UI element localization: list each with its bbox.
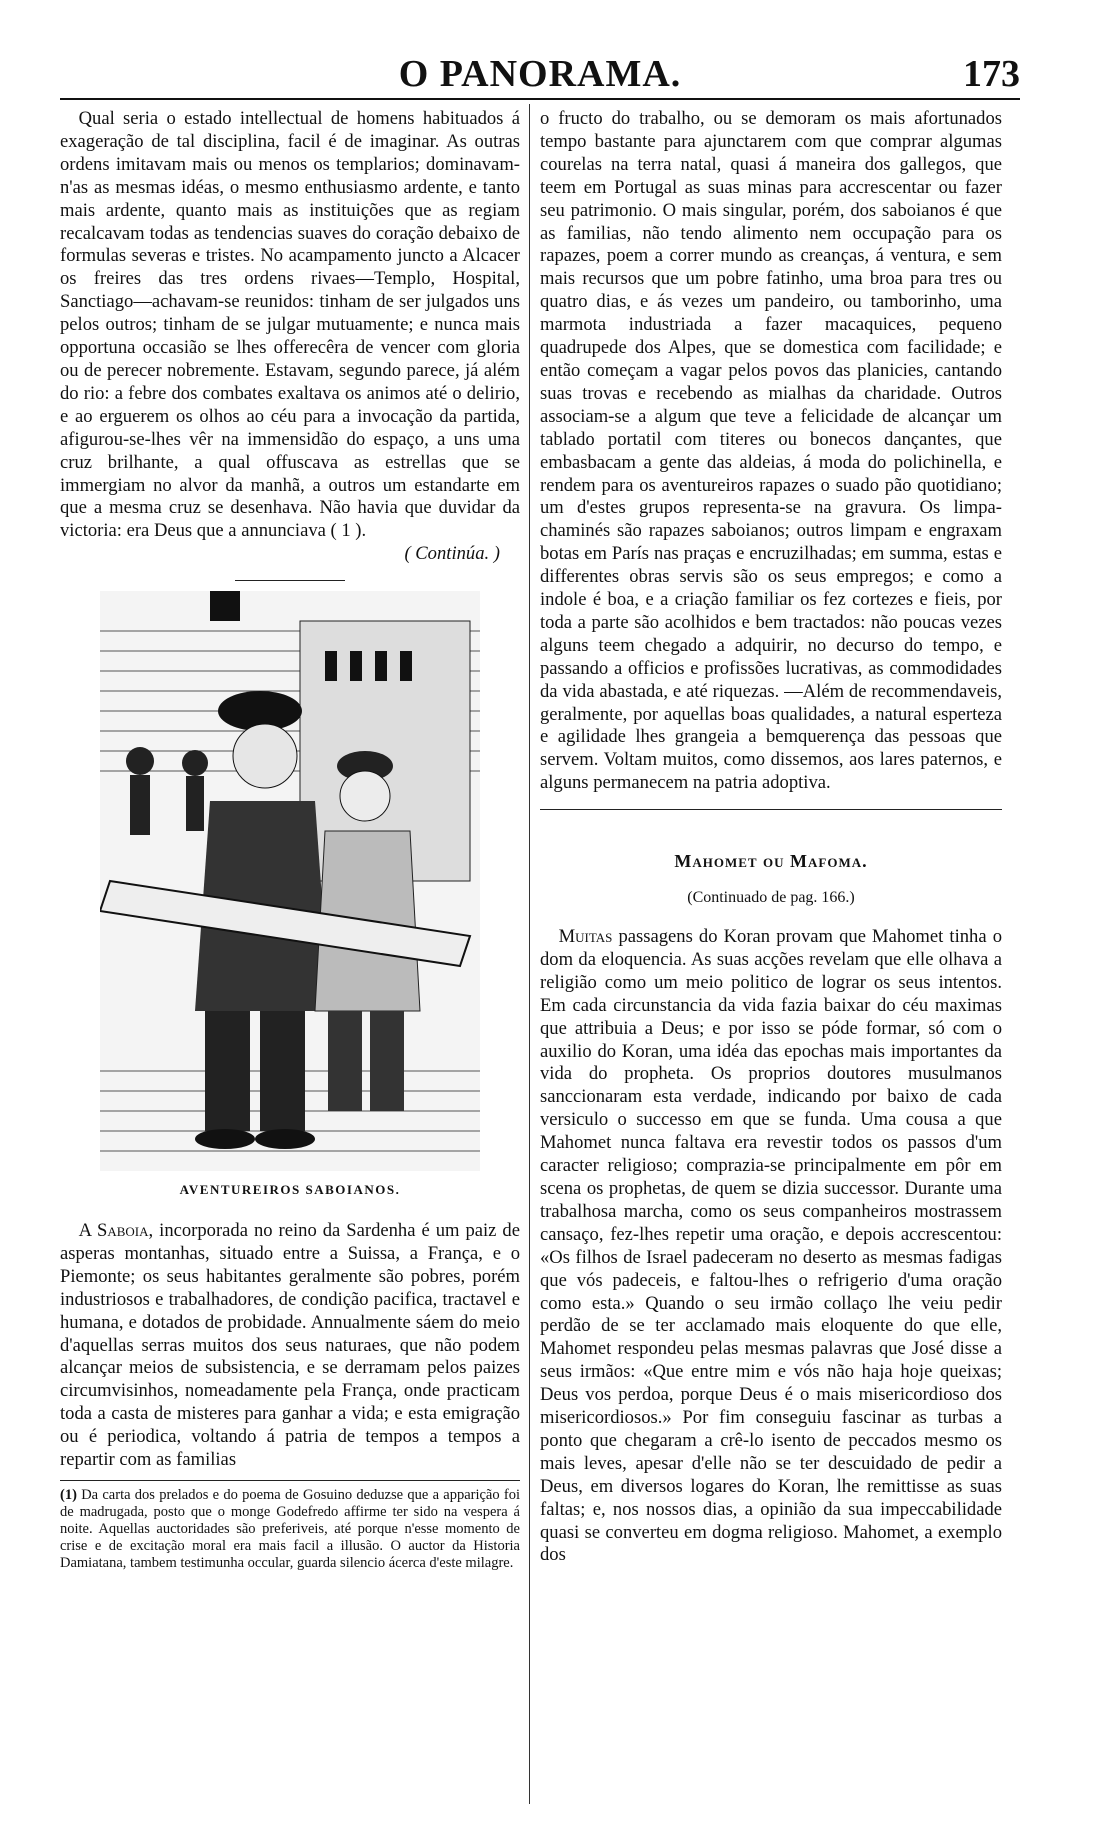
section-separator — [235, 580, 345, 581]
illustration-caption: AVENTUREIROS SABOIANOS. — [179, 1182, 401, 1198]
article-rule — [540, 809, 1002, 810]
page-number: 173 — [963, 53, 1020, 95]
article-title: Mahomet ou Mafoma. — [674, 851, 868, 872]
footnote-rule — [60, 1480, 520, 1481]
header-rule — [60, 98, 1020, 100]
saboia-paragraph — [60, 1220, 520, 1472]
footnote — [60, 1487, 520, 1572]
article-lead: Muitas — [558, 926, 613, 947]
left-column — [60, 108, 520, 1572]
article-subtitle: (Continuado de pag. 166.) — [687, 889, 855, 907]
right-column — [540, 108, 1002, 1567]
saboia-continuation: o fructo do trabalho, ou se demoram os mais afortunados tempo bastante para ajunctarem com que comprar algumas courelas na terra natal, quasi á maneira dos gallegos, que teem em Portugal as suas minas para accrescentar ou fazer seu patrimonio. O mais singular, porém, dos saboianos é que as familias, não tendo alimento nem occupação para os rapazes, poem a correr mundo as creanças, á ventura, e sem mais recursos que um pobre fatinho, uma broa para tres ou quatro dias, e ás vezes um pandeiro, ou tamborinho, uma marmota industriada a fazer macaquices, pequeno quadrupede dos Alpes, que se domestica com facilidade; e então começam a vagar pelos povos das planicies, cantando suas trovas e recebendo as mialhas da charidade. Outros associam-se a algum que teve a felicidade de alcançar um tablado portatil com titeres ou bonecos dançantes, que embasbacam a gente das aldeias, á moda do polichinella, e rendem para os aventureiros rapazes o suado pão quotidiano; um d'estes grupos representa-se na gravura. Os limpa-chaminés são rapazes saboianos; outros limpam e engraxam botas em París nas praças e encruzilhadas; em summa, estas e differentes obras servis são os seus empregos; e como a indole é boa, e a criação familiar os fez cortezes e fieis, por toda a parte são acolhidos e bem tractados: não poucas vezes alguns teem chegado a adquirir, no decurso do tempo, e passando a officios e profissões lucrativas, as commodidades da vida abastada, e até riquezas. —Além de recommendaveis, geralmente, por aquellas boas qualidades, a natural esperteza e agilidade lhes grangeia a bemquerença das pessoas que servem. Voltam muitos, como dissemos, aos lares paternos, e alguns permanecem na patria adoptiva. — [540, 108, 1002, 794]
article-text: passagens do Koran provam que Mahomet tinha o dom da eloquencia. As suas acções revelam que elle olhava a religião como um meio politico de lograr os seus intentos. Em cada circunstancia da vida fazia baixar do céu maximas que attribuia a Deus; e por isso se póde formar, só com o auxilio do Koran, uma idéa das epochas mais importantes da vida do propheta. Os proprios doutores musulmanos sanccionaram esta verdade, indicando por baixo de cada versiculo o successo em que se funda. Uma cousa a que Mahomet nunca faltava era revestir todos os passos d'um caracter religioso; comprazia-se principalmente em pôr em scena os prophetas, de quem se dizia successor. Durante uma trabalhosa marcha, como os seus companheiros mostrassem cansaço, fez-lhes repetir uma oração, e depois accrescentou: «Os filhos de Israel padeceram no deserto as mesmas fadigas que vós padeceis, e faltou-lhes o refrigerio d'uma oração como esta.» Quando o seu irmão collaço lhe veiu pedir perdão de se ter acclamado mais eloquente do que elle, Mahomet respondeu pelas mesmas palavras que José disse a seus irmãos: «Que entre mim e vós não haja hoje queixas; Deus vos perdoa, porque Deus é o mais misericordioso dos misericordiosos.» Por fim conseguiu fascinar as turbas a ponto que chegaram a crê-lo isento de peccados mesmo os mais leves, apesar d'elle não se ter descuidado de pedir a Deus, em diversos logares do Koran, lhe remittisse as suas faltas; e, nos nossos dias, a opinião da sua impeccabilidade quasi se converteu em dogma religioso. Mahomet, a exemplo dos — [540, 926, 1002, 1566]
saboia-engraving — [100, 591, 480, 1171]
footnote-mark: (1) — [60, 1487, 77, 1503]
saboia-lead: A Saboia, — [78, 1220, 154, 1242]
newspaper-title: O PANORAMA. — [398, 53, 682, 95]
templars-paragraph: Qual seria o estado intellectual de homens habituados á exageração de tal disciplina, facil é de imaginar. As outras ordens imitavam mais ou menos os templarios; dominavam-n'as as mesmas idéas, o mesmo enthusiasmo ardente, e tanto mais ardente, quanto mais as instituições que as regiam recalcavam todas as tendencias suaves do coração debaixo de formulas severas e tristes. No acampamento juncto a Alcacer os freires das tres ordens rivaes—Templo, Hospital, Sanctiago—achavam-se reunidos: tinham de ser julgados uns pelos outros; tinham de se julgar mutuamente; e nunca mais opportuna occasião se lhes offerecêra de vencer com gloria ou de perecer nobremente. Estavam, segundo parece, já além do rio: a febre dos combates exaltava os animos até o delirio, e ao erguerem os olhos ao céu para a invocação da partida, afigurou-se-lhes vêr na immensidão do espaço, a uns uma cruz brilhante, a qual offuscava as estrellas que se immergiam no alvor da manhã, a outros um estandarte em que a mesma cruz se desenhava. Não havia que duvidar da victoria: era Deus que a annunciava ( 1 ). — [60, 108, 520, 542]
masthead — [60, 52, 1020, 102]
column-divider — [529, 104, 530, 1804]
continua-note: ( Continúa. ) — [404, 543, 500, 565]
saboia-text: incorporada no reino da Sardenha é um paiz de asperas montanhas, situado entre a Suissa, a França, e o Piemonte; os seus habitantes geralmente são pobres, porém industriosos e trabalhadores, de condição pacifica, tractavel e humana, e dotados de probidade. Annualmente sáem do meio d'aquellas serras muitos dos seus naturaes, que não podem alcançar meios de subsistencia, e se derramam pelos paizes circumvisinhos, nomeadamente pela França, onde practicam toda a casta de misteres para ganhar a vida; e esta emigração ou é periodica, voltando á patria de tempos a tempos a repartir com as familias — [60, 1220, 520, 1471]
mahomet-paragraph — [540, 926, 1002, 1567]
footnote-text: Da carta dos prelados e do poema de Gosuino deduzse que a apparição foi de madrugada, posto que o monge Godefredo affirme ter sido na vespera á noite. Aquellas auctoridades são preferiveis, até porque n'esse momento de crise e de excitação moral era mais facil a illusão. O auctor da Historia Damiatana, tambem testimunha occular, guarda silencio ácerca d'este milagre. — [60, 1487, 520, 1571]
